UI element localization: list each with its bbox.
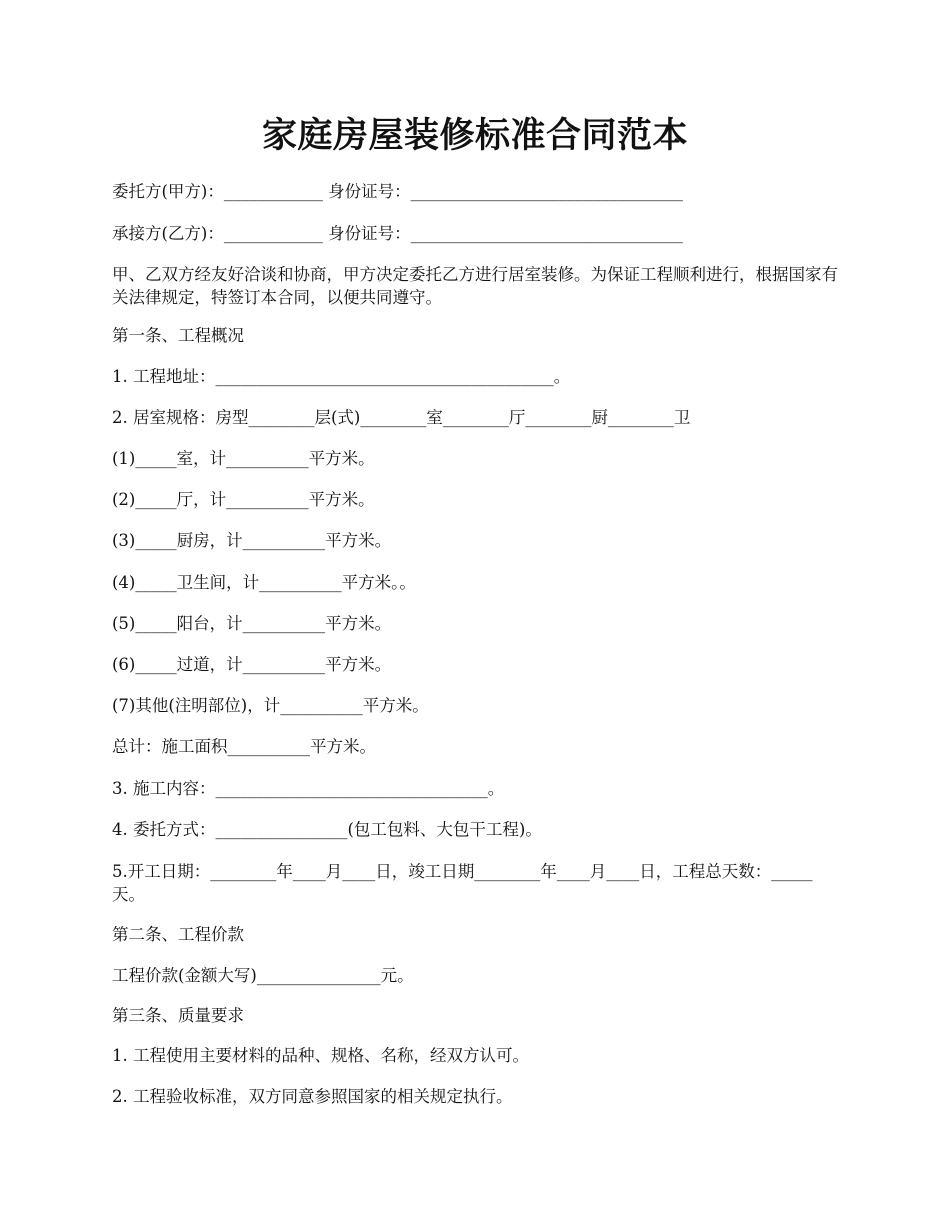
- quality-item-2: 2. 工程验收标准，双方同意参照国家的相关规定执行。: [112, 1087, 513, 1106]
- document-title: 家庭房屋装修标准合同范本: [261, 115, 688, 156]
- room-spec-line: 2. 居室规格：房型________层(式)________室________厅________厨________卫: [112, 408, 691, 427]
- article-3-heading: 第三条、质量要求: [112, 1006, 244, 1025]
- preamble-paragraph: 甲、乙双方经友好洽谈和协商，甲方决定委托乙方进行居室装修。为保证工程顺利进行，根据国家有关法律规定，特签订本合同，以便共同遵守。: [112, 265, 838, 307]
- area-item-7: (7)其他(注明部位)，计__________平方米。: [112, 696, 429, 715]
- article-1-heading: 第一条、工程概况: [112, 326, 244, 345]
- area-item-3: (3)_____厨房，计__________平方米。: [112, 531, 392, 550]
- area-item-6: (6)_____过道，计__________平方米。: [112, 655, 392, 674]
- area-item-2: (2)_____厅，计__________平方米。: [112, 490, 375, 509]
- project-address-line: 1. 工程地址：_________________________________________。: [112, 367, 571, 386]
- party-b-line: 承接方(乙方)：____________ 身份证号：_________________________________: [112, 224, 683, 243]
- area-item-5: (5)_____阳台，计__________平方米。: [112, 614, 392, 633]
- party-a-line: 委托方(甲方)：____________ 身份证号：_________________________________: [112, 182, 683, 201]
- article-2-heading: 第二条、工程价款: [112, 925, 244, 944]
- project-price-line: 工程价款(金额大写)_______________元。: [112, 966, 414, 985]
- area-item-1: (1)_____室，计__________平方米。: [112, 449, 375, 468]
- commission-method-line: 4. 委托方式：________________(包工包料、大包干工程)。: [112, 820, 542, 839]
- area-item-4: (4)_____卫生间，计__________平方米。。: [112, 573, 416, 592]
- schedule-paragraph: 5.开工日期：________年____月____日，竣工日期________年____月____日，工程总天数：_____天。: [112, 862, 813, 904]
- construction-content-line: 3. 施工内容：_________________________________。: [112, 779, 505, 798]
- quality-item-1: 1. 工程使用主要材料的品种、规格、名称，经双方认可。: [112, 1046, 529, 1065]
- total-area-line: 总计：施工面积__________平方米。: [112, 737, 376, 756]
